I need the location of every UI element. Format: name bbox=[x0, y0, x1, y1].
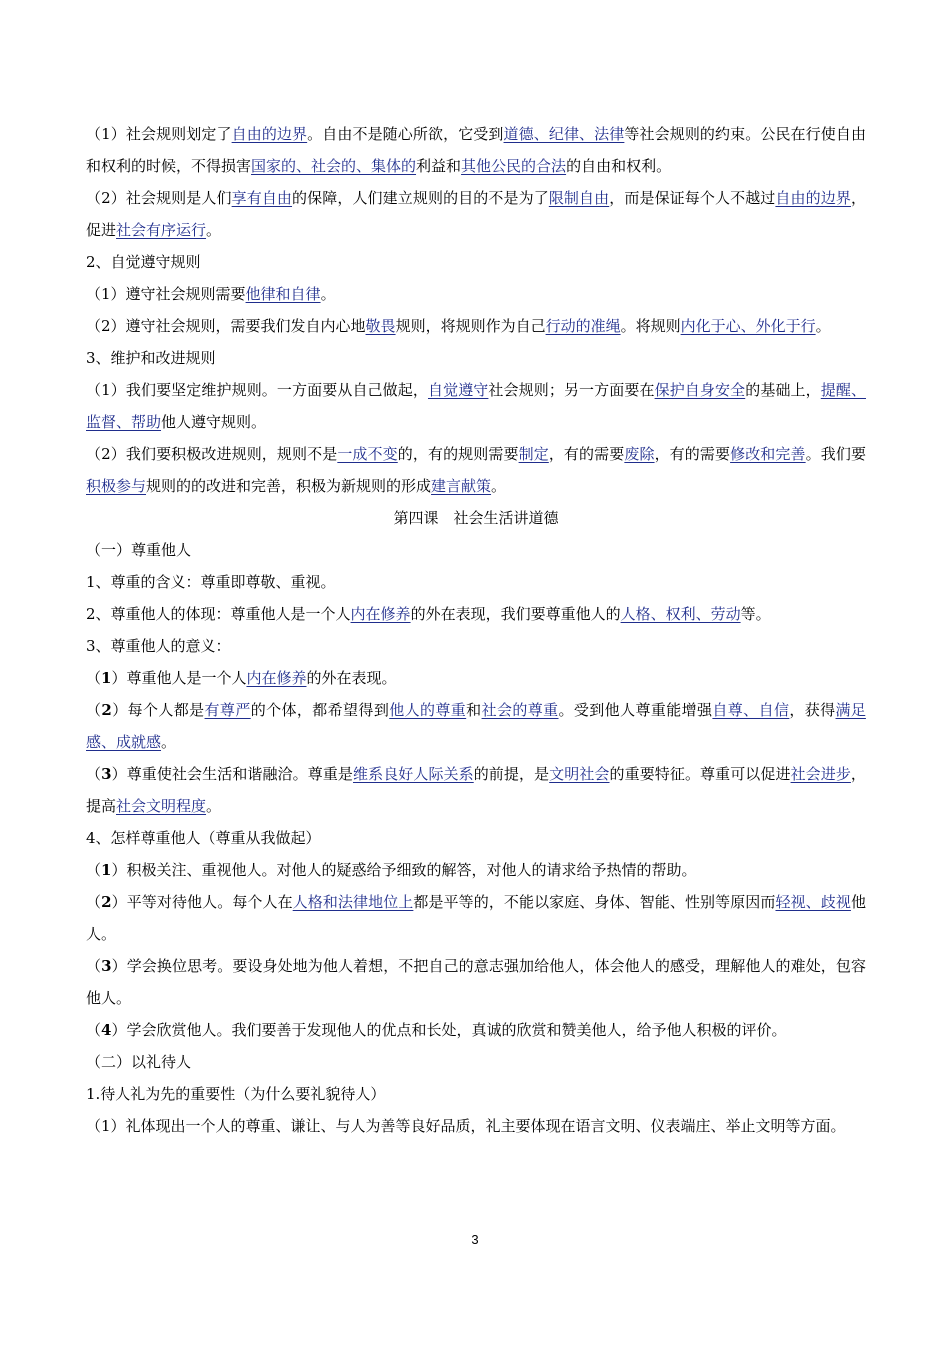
paragraph bbox=[86, 1078, 866, 1110]
text-segment: 的，有的规则需要 bbox=[397, 445, 519, 463]
text-segment: 。 bbox=[206, 797, 222, 815]
text-segment: （1）我们要坚定维护规则。一方面要从自己做起， bbox=[86, 381, 428, 399]
key-term: 废除 bbox=[624, 445, 655, 463]
document-body bbox=[86, 118, 866, 1142]
text-segment: 他人。 bbox=[86, 893, 866, 943]
key-term: 满足感、成就感 bbox=[86, 701, 866, 751]
text-segment: 的前提，是 bbox=[473, 765, 550, 783]
text-segment: 。自由不是随心所欲，它受到 bbox=[307, 125, 504, 143]
key-term: 社会的尊重 bbox=[481, 701, 559, 719]
text-segment: 。 bbox=[815, 317, 831, 335]
text-segment: 的外在表现。 bbox=[306, 669, 397, 687]
text-segment: 的自由和权利。 bbox=[566, 157, 672, 175]
key-term: 道德、纪律、法律 bbox=[503, 125, 625, 143]
text-segment: （1）礼体现出一个人的尊重、谦让、与人为善等良好品质，礼主要体现在语言文明、仪表端庄、举止文明等方面。 bbox=[86, 1117, 846, 1135]
text-segment: （ bbox=[86, 893, 102, 911]
key-term: 轻视、歧视 bbox=[775, 893, 851, 911]
text-segment: 2 bbox=[101, 893, 112, 911]
text-segment: ）尊重他人是一个人 bbox=[111, 669, 247, 687]
key-term: 享有自由 bbox=[231, 189, 293, 207]
text-segment: 的重要特征。尊重可以促进 bbox=[609, 765, 791, 783]
text-segment: （ bbox=[86, 701, 102, 719]
text-segment: （一）尊重他人 bbox=[86, 541, 192, 559]
page-number: 3 bbox=[471, 1232, 479, 1247]
paragraph bbox=[86, 342, 866, 374]
text-segment: 3、维护和改进规则 bbox=[86, 349, 216, 367]
text-segment: 。 bbox=[491, 477, 507, 495]
key-term: 修改和完善 bbox=[730, 445, 806, 463]
text-segment: 他人遵守规则。 bbox=[161, 413, 267, 431]
key-term: 文明社会 bbox=[549, 765, 610, 783]
text-segment: 等。 bbox=[740, 605, 771, 623]
text-segment: 1、尊重的含义：尊重即尊敬、重视。 bbox=[86, 573, 336, 591]
key-term: 社会有序运行 bbox=[116, 221, 207, 239]
text-segment: 3 bbox=[101, 957, 112, 975]
text-segment: 。 bbox=[320, 285, 336, 303]
text-segment: 和 bbox=[466, 701, 482, 719]
paragraph bbox=[86, 598, 866, 630]
text-segment: ）尊重使社会生活和谐融洽。尊重是 bbox=[111, 765, 354, 783]
paragraph bbox=[86, 662, 866, 694]
text-segment: ，而是保证每个人不越过 bbox=[609, 189, 776, 207]
key-term: 有尊严 bbox=[204, 701, 251, 719]
key-term: 自由的边界 bbox=[231, 125, 308, 143]
text-segment: ）学会欣赏他人。我们要善于发现他人的优点和长处，真诚的欣赏和赞美他人，给予他人积极的评价。 bbox=[111, 1021, 787, 1039]
text-segment: （1）社会规则划定了 bbox=[86, 125, 232, 143]
text-segment: ）学会换位思考。要设身处地为他人着想，不把自己的意志强加给他人，体会他人的感受，理解他人的难处，包容他人。 bbox=[86, 957, 866, 1007]
text-segment: 规则的的改进和完善，积极为新规则的形成 bbox=[146, 477, 432, 495]
key-term: 人格和法律地位上 bbox=[292, 893, 414, 911]
text-segment: 1.待人礼为先的重要性（为什么要礼貌待人） bbox=[86, 1085, 386, 1103]
text-segment: ，获得 bbox=[789, 701, 836, 719]
text-segment: ，有的需要 bbox=[654, 445, 731, 463]
text-segment: （ bbox=[86, 957, 102, 975]
text-segment: 。受到他人尊重能增强 bbox=[558, 701, 713, 719]
key-term: 国家的、社会的、集体的 bbox=[251, 157, 417, 175]
text-segment: （ bbox=[86, 861, 102, 879]
text-segment: （ bbox=[86, 765, 102, 783]
key-term: 内化于心、外化于行 bbox=[680, 317, 816, 335]
text-segment: 等社会规则的约束。公民在行使自由和权利的时候，不得损害 bbox=[86, 125, 866, 175]
key-term: 积极参与 bbox=[86, 477, 147, 495]
paragraph bbox=[86, 182, 866, 246]
key-term: 保护自身安全 bbox=[654, 381, 746, 399]
text-segment: 。 bbox=[206, 221, 222, 239]
paragraph bbox=[86, 310, 866, 342]
key-term: 他律和自律 bbox=[245, 285, 321, 303]
paragraph bbox=[86, 1110, 866, 1142]
paragraph bbox=[86, 950, 866, 1014]
text-segment: （2）社会规则是人们 bbox=[86, 189, 232, 207]
text-segment: 的保障，人们建立规则的目的不是为了 bbox=[292, 189, 549, 207]
text-segment: ，促进 bbox=[86, 189, 866, 239]
key-term: 内在修养 bbox=[246, 669, 307, 687]
text-segment: 2 bbox=[101, 701, 112, 719]
text-segment: （二）以礼待人 bbox=[86, 1053, 192, 1071]
text-segment: ）每个人都是 bbox=[111, 701, 205, 719]
key-term: 自尊、自信 bbox=[712, 701, 790, 719]
text-segment: ，提高 bbox=[86, 765, 866, 815]
text-segment: 的个体，都希望得到 bbox=[250, 701, 390, 719]
text-segment: 3 bbox=[101, 765, 112, 783]
paragraph bbox=[86, 374, 866, 438]
paragraph bbox=[86, 630, 866, 662]
key-term: 一成不变 bbox=[337, 445, 398, 463]
text-segment: 4、怎样尊重他人（尊重从我做起） bbox=[86, 829, 321, 847]
key-term: 自由的边界 bbox=[775, 189, 851, 207]
text-segment: （1）遵守社会规则需要 bbox=[86, 285, 246, 303]
key-term: 社会进步 bbox=[790, 765, 851, 783]
text-segment: 都是平等的，不能以家庭、身体、智能、性别等原因而 bbox=[413, 893, 776, 911]
text-segment: 社会规则；另一方面要在 bbox=[488, 381, 655, 399]
key-term: 他人的尊重 bbox=[389, 701, 467, 719]
section-title bbox=[86, 502, 866, 534]
paragraph bbox=[86, 854, 866, 886]
text-segment: （2）我们要积极改进规则，规则不是 bbox=[86, 445, 338, 463]
paragraph bbox=[86, 694, 866, 758]
text-segment: ）积极关注、重视他人。对他人的疑惑给予细致的解答，对他人的请求给予热情的帮助。 bbox=[111, 861, 697, 879]
paragraph bbox=[86, 534, 866, 566]
key-term: 维系良好人际关系 bbox=[353, 765, 474, 783]
key-term: 行动的准绳 bbox=[545, 317, 621, 335]
paragraph bbox=[86, 886, 866, 950]
key-term: 建言献策 bbox=[431, 477, 492, 495]
key-term: 提醒、监督、帮助 bbox=[86, 381, 866, 431]
text-segment: 的外在表现，我们要尊重他人的 bbox=[410, 605, 621, 623]
text-segment: （ bbox=[86, 1021, 102, 1039]
paragraph bbox=[86, 118, 866, 182]
text-segment: ）平等对待他人。每个人在 bbox=[111, 893, 293, 911]
text-segment: 第四课 社会生活讲道德 bbox=[393, 509, 559, 527]
text-segment: 1 bbox=[101, 669, 112, 687]
paragraph bbox=[86, 1046, 866, 1078]
text-segment: 。我们要 bbox=[805, 445, 866, 463]
key-term: 人格、权利、劳动 bbox=[620, 605, 741, 623]
key-term: 社会文明程度 bbox=[116, 797, 207, 815]
text-segment: 2、自觉遵守规则 bbox=[86, 253, 201, 271]
text-segment: 的基础上， bbox=[745, 381, 821, 399]
key-term: 限制自由 bbox=[548, 189, 610, 207]
key-term: 其他公民的合法 bbox=[461, 157, 567, 175]
text-segment: （ bbox=[86, 669, 102, 687]
text-segment: （2）遵守社会规则，需要我们发自内心地 bbox=[86, 317, 366, 335]
text-segment: 利益和 bbox=[416, 157, 462, 175]
paragraph bbox=[86, 822, 866, 854]
key-term: 内在修养 bbox=[350, 605, 411, 623]
paragraph bbox=[86, 246, 866, 278]
text-segment: ，有的需要 bbox=[548, 445, 625, 463]
text-segment: 3、尊重他人的意义： bbox=[86, 637, 231, 655]
paragraph bbox=[86, 566, 866, 598]
text-segment: 2、尊重他人的体现：尊重他人是一个人 bbox=[86, 605, 351, 623]
key-term: 自觉遵守 bbox=[427, 381, 489, 399]
text-segment: 。 bbox=[161, 733, 177, 751]
text-segment: 1 bbox=[101, 861, 112, 879]
paragraph bbox=[86, 438, 866, 502]
text-segment: 。将规则 bbox=[620, 317, 681, 335]
text-segment: 规则，将规则作为自己 bbox=[395, 317, 546, 335]
key-term: 制定 bbox=[518, 445, 549, 463]
paragraph bbox=[86, 758, 866, 822]
text-segment: 4 bbox=[101, 1021, 112, 1039]
key-term: 敬畏 bbox=[365, 317, 396, 335]
paragraph bbox=[86, 278, 866, 310]
paragraph bbox=[86, 1014, 866, 1046]
